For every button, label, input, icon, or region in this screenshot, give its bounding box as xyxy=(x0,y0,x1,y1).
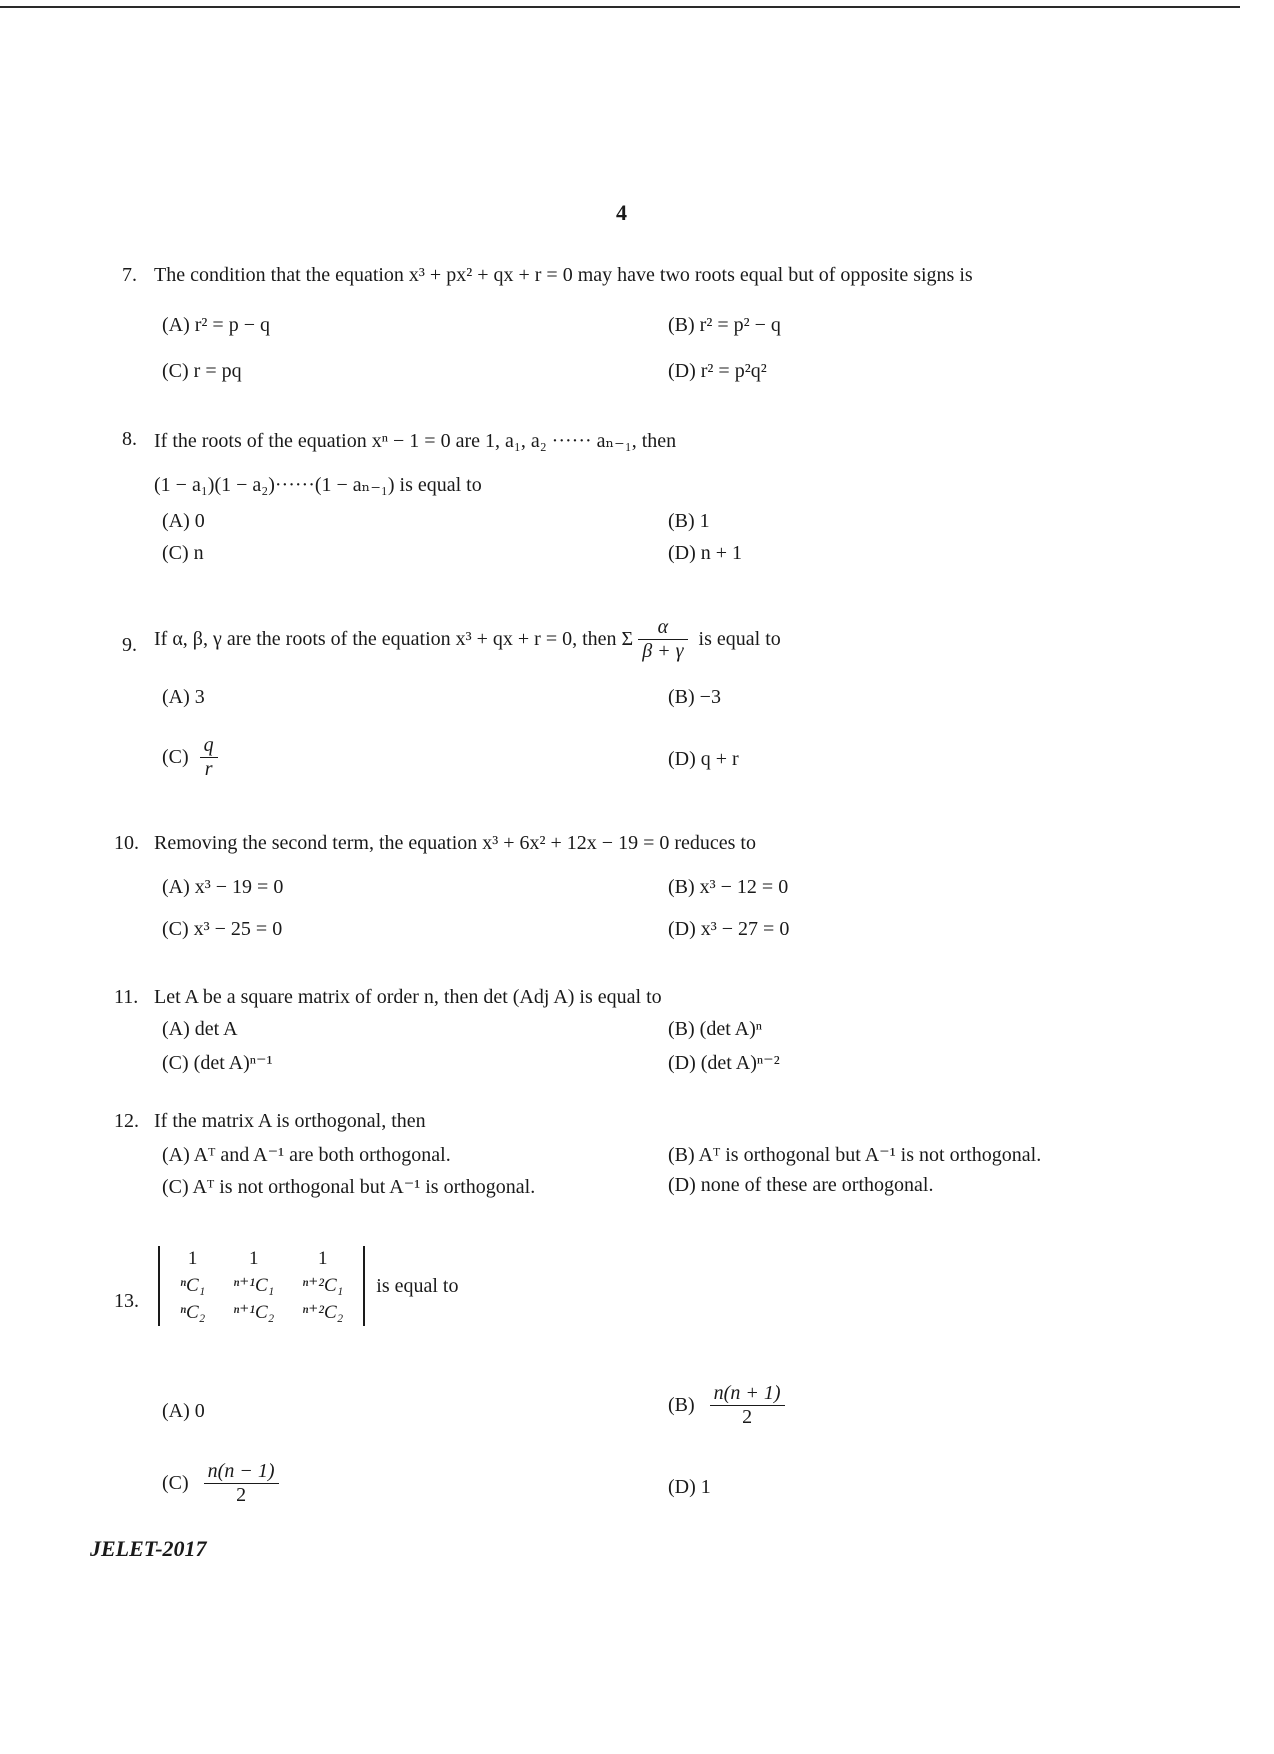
question-8-option-d: (D) n + 1 xyxy=(668,542,743,564)
question-8-text-continued: (1 − a₁)(1 − a₂)······(1 − aₙ₋₁) is equal to xyxy=(154,474,482,496)
question-13-number: 13. xyxy=(114,1290,139,1312)
determinant-cell: ⁿC₂ xyxy=(180,1301,206,1323)
question-13-option-b xyxy=(668,1382,785,1429)
determinant-cell: ⁿC₁ xyxy=(180,1274,206,1296)
question-9-number: 9. xyxy=(122,634,137,656)
determinant-cell: 1 xyxy=(249,1248,259,1269)
question-8-option-c: (C) n xyxy=(162,542,204,564)
question-12-text: If the matrix A is orthogonal, then xyxy=(154,1110,426,1132)
question-13-option-b-label: (B) xyxy=(668,1394,695,1416)
question-9-fraction-denominator: β + γ xyxy=(642,640,684,662)
determinant-cell: 1 xyxy=(318,1248,328,1269)
question-9-option-c xyxy=(162,734,218,781)
question-12-option-d: (D) none of these are orthogonal. xyxy=(668,1174,934,1196)
question-13-option-c xyxy=(162,1460,279,1507)
question-8-text: If the roots of the equation xⁿ − 1 = 0 are 1, a₁, a₂ ······ aₙ₋₁, then xyxy=(154,430,677,452)
question-12-option-a: (A) Aᵀ and A⁻¹ are both orthogonal. xyxy=(162,1144,451,1166)
question-13-option-b-numerator: n(n + 1) xyxy=(710,1382,785,1406)
determinant-cell: 1 xyxy=(187,1248,198,1269)
question-13-line xyxy=(158,1246,458,1326)
question-9-option-c-denominator: r xyxy=(204,758,213,780)
question-7-option-d: (D) r² = p²q² xyxy=(668,360,767,382)
question-12-option-c: (C) Aᵀ is not orthogonal but A⁻¹ is orthogonal. xyxy=(162,1176,536,1198)
question-7-option-c: (C) r = pq xyxy=(162,360,242,382)
question-7-text: The condition that the equation x³ + px² + qx + r = 0 may have two roots equal but of opposite signs is xyxy=(154,264,973,286)
determinant-cell: ⁿ⁺²C₂ xyxy=(302,1302,344,1323)
page-number: 4 xyxy=(616,200,627,225)
question-10-text: Removing the second term, the equation x³ + 6x² + 12x − 19 = 0 reduces to xyxy=(154,832,756,854)
question-11-option-d: (D) (det A)ⁿ⁻² xyxy=(668,1052,780,1074)
question-9-text: If α, β, γ are the roots of the equation x³ + qx + r = 0, then Σ xyxy=(154,628,634,650)
question-9-option-c-numerator: q xyxy=(200,734,218,758)
question-8-option-a: (A) 0 xyxy=(162,510,205,532)
question-9-option-d: (D) q + r xyxy=(668,748,739,770)
question-9-text-after: is equal to xyxy=(698,628,781,650)
question-9-option-a: (A) 3 xyxy=(162,686,205,708)
question-10-option-c: (C) x³ − 25 = 0 xyxy=(162,918,283,940)
determinant-cell: ⁿ⁺²C₁ xyxy=(302,1275,344,1296)
question-7-option-a: (A) r² = p − q xyxy=(162,314,270,336)
question-9-option-c-fraction xyxy=(200,734,218,781)
question-13-option-a: (A) 0 xyxy=(162,1400,205,1422)
question-13-option-c-fraction xyxy=(204,1460,279,1507)
question-11-text: Let A be a square matrix of order n, then det (Adj A) is equal to xyxy=(154,986,662,1008)
question-13-option-b-denominator: 2 xyxy=(742,1406,753,1428)
question-10-number: 10. xyxy=(114,832,139,854)
question-9-line xyxy=(154,616,781,663)
question-11-option-a: (A) det A xyxy=(162,1018,238,1040)
question-13-option-d: (D) 1 xyxy=(668,1476,711,1498)
question-10-option-d: (D) x³ − 27 = 0 xyxy=(668,918,790,940)
top-border-line xyxy=(0,6,1240,8)
question-10-option-b: (B) x³ − 12 = 0 xyxy=(668,876,789,898)
question-11-number: 11. xyxy=(114,986,139,1008)
question-13-option-c-label: (C) xyxy=(162,1472,189,1494)
question-13-option-c-numerator: n(n − 1) xyxy=(204,1460,279,1484)
question-13-option-b-fraction xyxy=(710,1382,785,1429)
question-12-option-b: (B) Aᵀ is orthogonal but A⁻¹ is not orthogonal. xyxy=(668,1144,1042,1166)
question-10-option-a: (A) x³ − 19 = 0 xyxy=(162,876,284,898)
determinant-cell: ⁿ⁺¹C₁ xyxy=(233,1275,275,1296)
determinant-cell: ⁿ⁺¹C₂ xyxy=(233,1302,275,1323)
question-9-option-b: (B) −3 xyxy=(668,686,721,708)
question-13-option-c-denominator: 2 xyxy=(236,1484,247,1506)
question-8-number: 8. xyxy=(122,428,137,450)
question-12-number: 12. xyxy=(114,1110,139,1132)
question-11-option-b: (B) (det A)ⁿ xyxy=(668,1018,763,1040)
question-13-text-after: is equal to xyxy=(376,1274,459,1297)
question-9-fraction-numerator: α xyxy=(638,616,687,640)
question-9-sum-fraction xyxy=(638,616,687,663)
question-11-option-c: (C) (det A)ⁿ⁻¹ xyxy=(162,1052,273,1074)
question-8-option-b: (B) 1 xyxy=(668,510,710,532)
question-7-number: 7. xyxy=(122,264,137,286)
question-9-option-c-label: (C) xyxy=(162,746,189,768)
question-7-option-b: (B) r² = p² − q xyxy=(668,314,781,336)
question-13-determinant xyxy=(158,1246,365,1326)
footer-exam-code: JELET-2017 xyxy=(90,1536,207,1561)
